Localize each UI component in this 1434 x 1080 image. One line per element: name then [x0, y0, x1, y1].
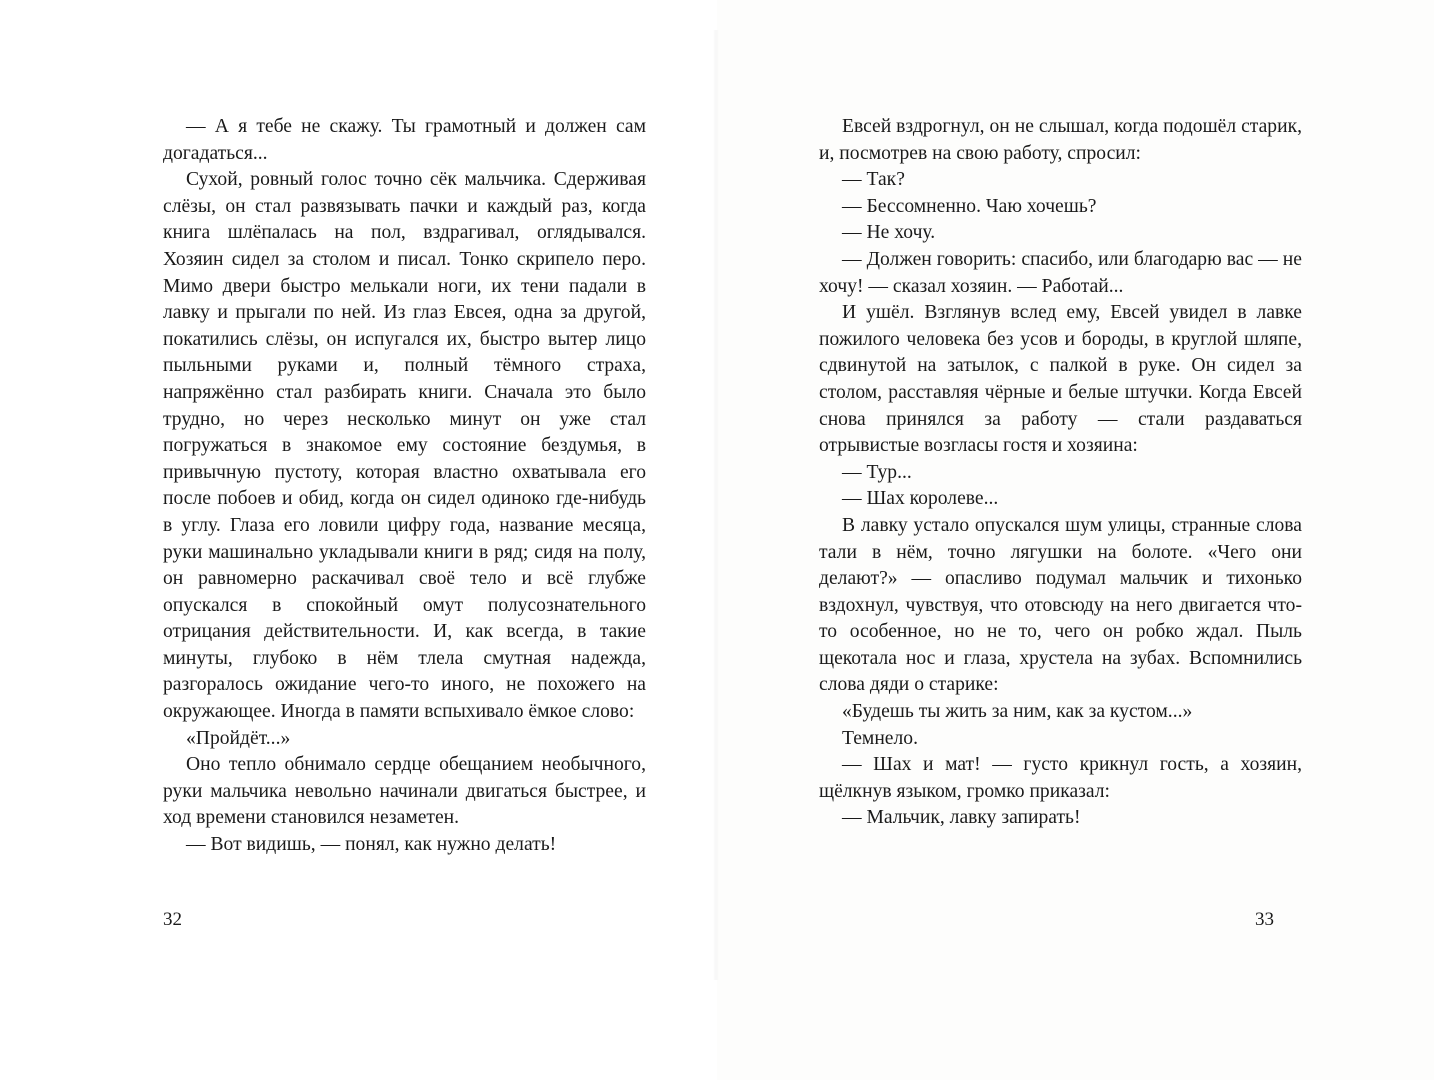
paragraph: «Будешь ты жить за ним, как за кустом...» — [842, 701, 1193, 723]
paragraph: — Тур... — [842, 461, 912, 483]
paragraph: — Шах королеве... — [842, 488, 999, 510]
paragraph: «Пройдёт...» — [186, 727, 291, 749]
paragraph: — Шах и мат! — густо крикнул гость, а хозяин, щёлкнув языком, громко приказал: — [819, 754, 1302, 802]
paragraph: В лавку устало опускался шум улицы, странные слова тали в нём, точно лягушки на болоте. «Чего они делают?» — опасливо подумал мальчик и тихонько вздохнул, чувствуя, что отовсюду на него двигается что-то особенное, но не то, чего он робко ждал. Пыль щекотала нос и глаза, хрустела на зубах. Вспомнились слова дяди о старике: — [819, 514, 1302, 696]
paragraph: — Мальчик, лавку запирать! — [842, 807, 1081, 829]
book-gutter — [713, 30, 719, 980]
left-page-text — [163, 114, 646, 859]
paragraph: — Должен говорить: спасибо, или благодарю вас — не хочу! — сказал хозяин. — Работай... — [819, 248, 1302, 297]
paragraph: Оно тепло обнимало сердце обещанием необычного, руки мальчика невольно начинали двигаться быстрее, и ход времени становился незаметен. — [163, 754, 646, 829]
paragraph: — Бессомненно. Чаю хочешь? — [842, 195, 1097, 217]
paragraph: Темнело. — [842, 727, 918, 749]
paragraph: — Так? — [842, 169, 905, 191]
page-number-left: 32 — [163, 909, 182, 930]
paragraph: Сухой, ровный голос точно сёк мальчика. Сдерживая слёзы, он стал развязывать пачки и каждый раз, когда книга шлёпалась на пол, вздрагивал, оглядывался. Хозяин сидел за столом и писал. Тонко скрипело перо. Мимо двери быстро мелькали ноги, их тени падали в лавку и прыгали по ней. Из глаз Евсея, одна за другой, покатились слёзы, он испугался их, быстро вытер лицо пыльными руками и, полный тёмного страха, напряжённо стал разбирать книги. Сначала это было трудно, но через несколько минут он уже стал погружаться в знакомое ему состояние бездумья, в привычную пустоту, которая властно охватывала его после побоев и обид, когда он сидел одиноко где-нибудь в углу. Глаза его ловили цифру года, название месяца, руки машинально укладывали книги в ряд; сидя на полу, он равномерно раскачивал своё тело и всё глубже опускался в спокойный омут полусознательного отрицания действительности. И, как всегда, в такие минуты, глубоко в нём тлела смутная надежда, разгоралось ожидание чего-то иного, не похожего на окружающее. Иногда в памяти вспыхивало ёмкое слово: — [163, 169, 646, 723]
paragraph: И ушёл. Взглянув вслед ему, Евсей увидел в лавке пожилого человека без усов и бороды, в круглой шляпе, сдвинутой на затылок, с палкой в руке. Он сидел за столом, расставляя чёрные и белые штучки. Когда Евсей снова принялся за работу — стали раздаваться отрывистые возгласы гостя и хозяина: — [819, 302, 1302, 457]
paragraph: — Вот видишь, — понял, как нужно делать! — [186, 834, 557, 856]
paragraph: Евсей вздрогнул, он не слышал, когда подошёл старик, и, посмотрев на свою работу, спросил: — [819, 116, 1302, 164]
paragraph: — Не хочу. — [842, 222, 936, 244]
right-page — [717, 0, 1434, 1080]
paragraph: — А я тебе не скажу. Ты грамотный и должен сам догадаться... — [163, 116, 646, 164]
right-page-text — [819, 114, 1302, 832]
page-number-right: 33 — [1255, 909, 1274, 930]
